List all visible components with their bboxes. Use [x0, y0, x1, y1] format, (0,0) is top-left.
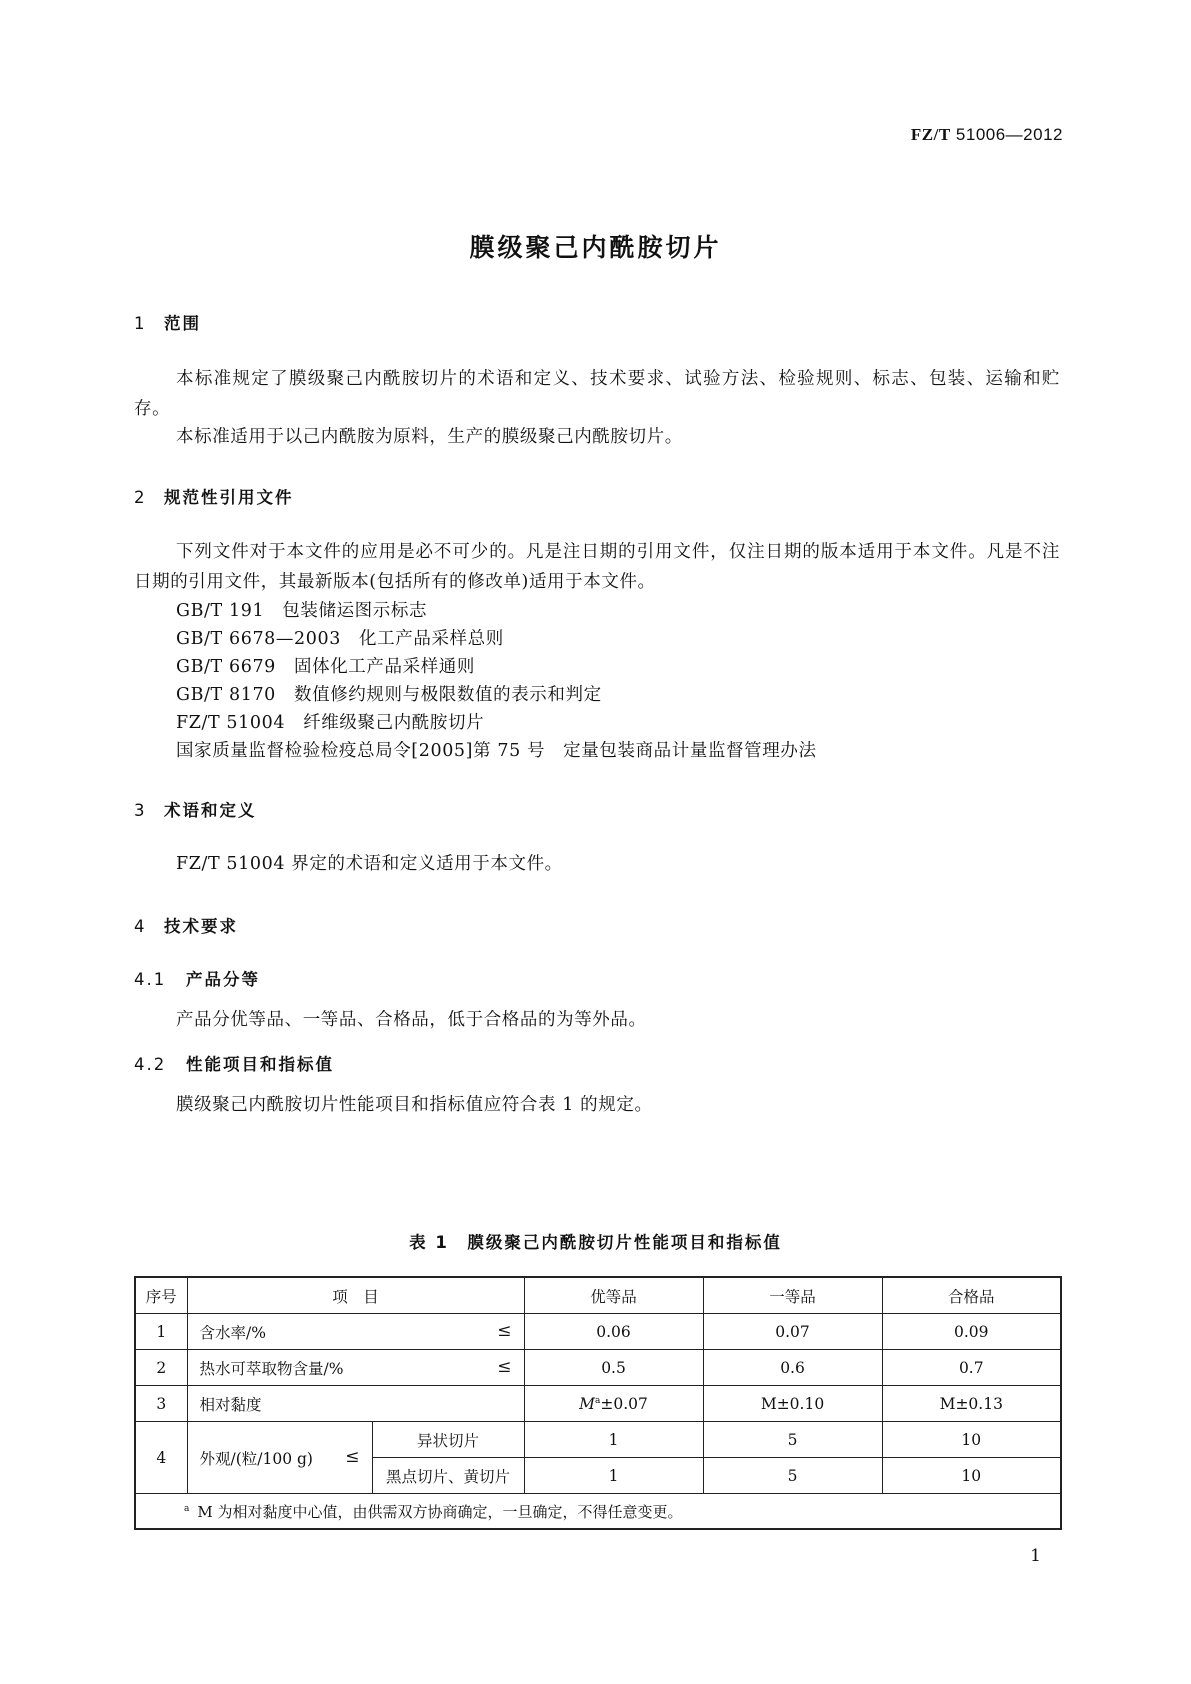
grading-paragraph: 产品分优等品、一等品、合格品，低于合格品的为等外品。 — [176, 1010, 647, 1030]
cell-value: 1 — [524, 1458, 703, 1494]
references-intro: 下列文件对于本文件的应用是必不可少的。凡是注日期的引用文件，仅注日期的版本适用于本文件。凡是不注日期的引用文件，其最新版本(包括所有的修改单)适用于本文件。 — [134, 542, 1060, 592]
cell-seq: 2 — [135, 1350, 187, 1386]
reference-item: GB/T 191 包装储运图示标志 — [176, 601, 428, 621]
cell-item: 相对黏度 — [187, 1386, 524, 1422]
cell-value: 0.09 — [882, 1314, 1061, 1350]
header-grade-premium: 优等品 — [524, 1277, 703, 1314]
cell-value: M±0.13 — [882, 1386, 1061, 1422]
cell-value: 10 — [882, 1458, 1061, 1494]
table-note-row — [135, 1494, 1061, 1530]
reference-item: GB/T 8170 数值修约规则与极限数值的表示和判定 — [176, 685, 602, 705]
table-row — [135, 1314, 1061, 1350]
cell-subitem: 异状切片 — [372, 1422, 524, 1458]
cell-item: 热水可萃取物含量/% ≤ — [187, 1350, 524, 1386]
standard-code: FZ/T 51006—2012 — [910, 125, 1063, 144]
section-2-heading: 2 规范性引用文件 — [134, 488, 294, 507]
section-1-heading: 1 范围 — [134, 314, 201, 333]
performance-paragraph: 膜级聚己内酰胺切片性能项目和指标值应符合表 1 的规定。 — [176, 1095, 653, 1115]
header-item: 项 目 — [187, 1277, 524, 1314]
cell-seq: 4 — [135, 1422, 187, 1494]
reference-item: GB/T 6679 固体化工产品采样通则 — [176, 657, 476, 677]
cell-value: 5 — [703, 1458, 882, 1494]
cell-item: 含水率/% ≤ — [187, 1314, 524, 1350]
scope-paragraph-1: 本标准规定了膜级聚己内酰胺切片的术语和定义、技术要求、试验方法、检验规则、标志、包装、运输和贮存。 — [134, 369, 1060, 419]
section-4-heading: 4 技术要求 — [134, 917, 238, 936]
section-4-1-heading: 4.1 产品分等 — [134, 970, 260, 989]
cell-seq: 3 — [135, 1386, 187, 1422]
header-grade-first: 一等品 — [703, 1277, 882, 1314]
cell-value: 0.07 — [703, 1314, 882, 1350]
cell-value: 0.06 — [524, 1314, 703, 1350]
cell-value: M±0.10 — [703, 1386, 882, 1422]
cell-item: 外观/(粒/100 g) ≤ — [187, 1422, 372, 1494]
section-3-heading: 3 术语和定义 — [134, 801, 257, 820]
page-number: 1 — [1030, 1546, 1041, 1566]
table-row — [135, 1386, 1061, 1422]
cell-value: 0.6 — [703, 1350, 882, 1386]
cell-value: 1 — [524, 1422, 703, 1458]
cell-value: 0.5 — [524, 1350, 703, 1386]
table-footnote: $^a$ M 为相对黏度中心值，由供需双方协商确定，一旦确定，不得任意变更。 — [135, 1494, 1061, 1530]
table-header-row — [135, 1277, 1061, 1314]
performance-table — [134, 1276, 1062, 1530]
header-seq: 序号 — [135, 1277, 187, 1314]
table-row — [135, 1350, 1061, 1386]
header-grade-qualified: 合格品 — [882, 1277, 1061, 1314]
cell-value: 0.7 — [882, 1350, 1061, 1386]
reference-item: 国家质量监督检验检疫总局令[2005]第 75 号 定量包装商品计量监督管理办法 — [176, 741, 817, 761]
reference-item: GB/T 6678—2003 化工产品采样总则 — [176, 629, 504, 649]
cell-subitem: 黑点切片、黄切片 — [372, 1458, 524, 1494]
table-row — [135, 1422, 1061, 1458]
scope-paragraph-2: 本标准适用于以己内酰胺为原料，生产的膜级聚己内酰胺切片。 — [176, 427, 683, 447]
cell-value: 5 — [703, 1422, 882, 1458]
cell-value: $M^a\pm 0.07$ — [524, 1386, 703, 1422]
reference-item: FZ/T 51004 纤维级聚己内酰胺切片 — [176, 713, 485, 733]
cell-seq: 1 — [135, 1314, 187, 1350]
document-title: 膜级聚己内酰胺切片 — [469, 233, 722, 262]
terms-paragraph: FZ/T 51004 界定的术语和定义适用于本文件。 — [176, 854, 563, 874]
cell-value: 10 — [882, 1422, 1061, 1458]
section-4-2-heading: 4.2 性能项目和指标值 — [134, 1055, 334, 1074]
table-caption: 表 1 膜级聚己内酰胺切片性能项目和指标值 — [409, 1233, 782, 1252]
